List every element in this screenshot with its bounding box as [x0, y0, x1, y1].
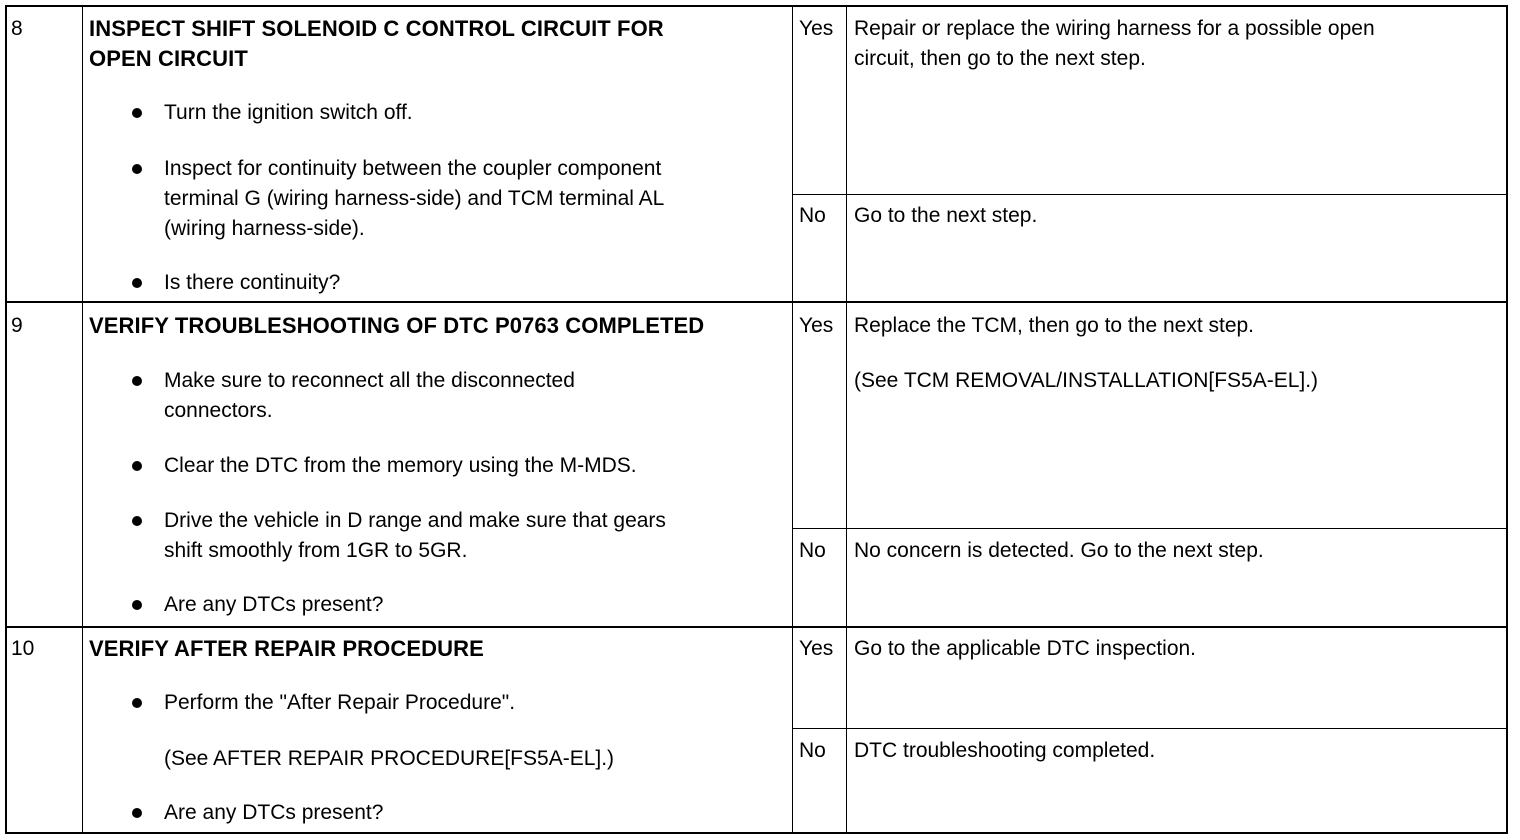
check-item-text: shift smoothly from 1GR to 5GR. — [164, 539, 468, 562]
column-divider-yesno — [846, 5, 847, 834]
bullet-icon — [132, 164, 142, 174]
reference-note: (See AFTER REPAIR PROCEDURE[FS5A-EL].) — [164, 747, 615, 770]
no-result — [854, 201, 1037, 231]
column-divider-step — [82, 5, 83, 834]
yes-no-divider — [792, 728, 1508, 729]
yes-result — [854, 14, 1375, 74]
column-divider-action — [792, 5, 793, 834]
check-item-text: Is there continuity? — [164, 271, 341, 294]
no-label: No — [799, 204, 826, 227]
step-title-line: INSPECT SHIFT SOLENOID C CONTROL CIRCUIT FOR — [89, 16, 664, 41]
bullet-icon — [132, 461, 142, 471]
result-text: (See TCM REMOVAL/INSTALLATION[FS5A-EL].) — [854, 369, 1319, 392]
check-item-text: Inspect for continuity between the coupler component — [164, 157, 662, 180]
check-item — [164, 154, 664, 244]
bullet-icon — [132, 376, 142, 386]
check-item-text: Turn the ignition switch off. — [164, 101, 413, 124]
check-item — [164, 268, 340, 298]
check-item-text: Are any DTCs present? — [164, 801, 384, 824]
check-item-text: connectors. — [164, 399, 273, 422]
check-item — [164, 366, 575, 426]
check-item — [164, 451, 637, 481]
result-text: DTC troubleshooting completed. — [854, 739, 1156, 762]
yes-no-divider — [792, 528, 1508, 529]
bullet-icon — [132, 516, 142, 526]
check-item-text: Make sure to reconnect all the disconnected — [164, 369, 575, 392]
no-result — [854, 736, 1155, 766]
check-item-text: Are any DTCs present? — [164, 593, 384, 616]
bullet-icon — [132, 600, 142, 610]
result-text: circuit, then go to the next step. — [854, 47, 1146, 70]
check-item-text: Perform the "After Repair Procedure". — [164, 691, 516, 714]
result-text: Go to the applicable DTC inspection. — [854, 637, 1197, 660]
check-item-text: terminal G (wiring harness-side) and TCM terminal AL — [164, 187, 665, 210]
check-item — [164, 506, 666, 566]
no-result — [854, 536, 1264, 566]
row-divider — [5, 301, 1508, 303]
bullet-icon — [132, 108, 142, 118]
bullet-icon — [132, 808, 142, 818]
row-divider — [5, 626, 1508, 628]
no-label: No — [799, 539, 826, 562]
check-item-text: Clear the DTC from the memory using the M-MDS. — [164, 454, 637, 477]
check-item — [164, 98, 413, 128]
check-item-text: Drive the vehicle in D range and make sure that gears — [164, 509, 666, 532]
no-label: No — [799, 739, 826, 762]
bullet-icon — [132, 278, 142, 288]
yes-result — [854, 634, 1196, 664]
step-title-line: OPEN CIRCUIT — [89, 46, 248, 71]
yes-label: Yes — [799, 637, 834, 660]
step-title-line: VERIFY TROUBLESHOOTING OF DTC P0763 COMPLETED — [89, 313, 705, 338]
result-text: No concern is detected. Go to the next step. — [854, 539, 1264, 562]
check-item — [164, 688, 515, 718]
step-title-line: VERIFY AFTER REPAIR PROCEDURE — [89, 636, 484, 661]
result-text: Go to the next step. — [854, 204, 1038, 227]
step-number: 8 — [11, 17, 23, 40]
result-text: Repair or replace the wiring harness for a possible open — [854, 17, 1375, 40]
yes-result — [854, 311, 1318, 396]
yes-label: Yes — [799, 17, 834, 40]
bullet-icon — [132, 698, 142, 708]
result-text: Replace the TCM, then go to the next step. — [854, 314, 1255, 337]
yes-no-divider — [792, 194, 1508, 195]
check-item — [164, 590, 383, 620]
check-item-text: (wiring harness-side). — [164, 217, 365, 240]
step-number: 10 — [11, 637, 35, 660]
check-item — [164, 798, 383, 828]
yes-label: Yes — [799, 314, 834, 337]
step-number: 9 — [11, 314, 23, 337]
